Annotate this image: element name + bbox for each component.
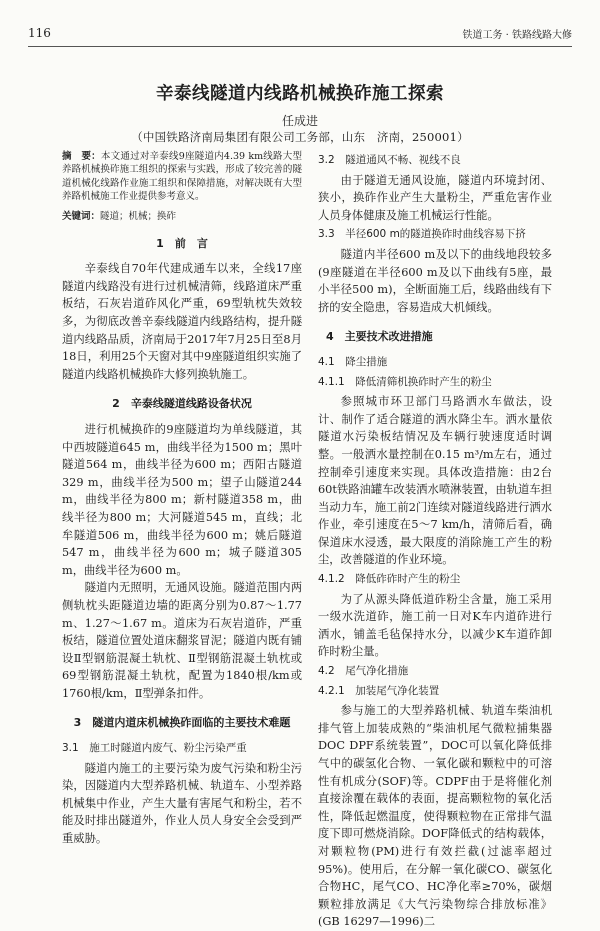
article-title: 辛泰线隧道内线路机械换砟施工探索 (156, 84, 444, 104)
subsection-heading: 4.2 尾气净化措施 (318, 665, 409, 678)
subsection-heading: 4.1.1 降低清筛机换砟时产生的粉尘 (318, 375, 492, 388)
abstract (62, 150, 302, 204)
paragraph: 辛泰线自70年代建成通车以来，全线17座隧道内线路没有进行过机械清筛，线路道床严重板结，石灰岩道砟风化严重，69型轨枕失效较多，为彻底改善辛泰线隧道内线路结构，提升隧道内线路品质，济南局于2017年7月25日至8月18日，利用25个天窗对其中9座隧道组织实施了隧道内线路机械换砟大修列换轨施工。 (62, 262, 302, 381)
section-heading-4: 4 主要技术改进措施 (326, 330, 433, 344)
abstract-label: 摘 要： (62, 151, 101, 162)
section-heading-1: 1 前 言 (156, 236, 208, 250)
keywords-text: 隧道；机械；换砟 (100, 210, 177, 222)
paragraph: 参照城市环卫部门马路洒水车做法，设计、制作了适合隧道的洒水降尘车。洒水量依隧道水污染板结情况及车辆行驶速度适时调整。一般洒水量控制在0.15 m³/m左右，通过控制牵引速度来实现。具体改造措施：由2台60t铁路油罐车改装洒水喷淋装置，由轨道车担当动力车，施工前2门连续对隧道线路进行洒水作业，牵引速度在5～7 km/h，清筛后看，确保道床水浸透，最大限度的消除施工产生的粉尘，改善隧道的作业环境。 (318, 395, 552, 567)
right-column (318, 150, 552, 931)
affiliation: （中国铁路济南局集团有限公司工务部，山东 济南，250001） (131, 130, 469, 144)
keywords (62, 210, 302, 223)
subsection-heading: 4.2.1 加装尾气净化装置 (318, 684, 440, 697)
header-rule (28, 46, 572, 47)
section-heading-3: 3 隧道内道床机械换砟面临的主要技术难题 (73, 716, 291, 730)
paragraph: 参与施工的大型养路机械、轨道车柴油机排气管上加装成熟的“柴油机尾气微粒捕集器DOC DPF系统装置”，DOC可以氧化降低排气中的碳氢化合物、一氧化碳和颗粒中的可溶性有机成分(SOF)等。CDPF由于是将催化剂直接涂覆在载体的表面，提高颗粒物的氧化活性，降低起燃温度，使得颗粒物在正常排气温度下即可燃烧消除。DOF降低式的结构载体，对颗粒物(PM)进行有效拦截(过滤率超过95%)。使用后，在分解一氧化碳CO、碳氢化合物HC，尾气CO、HC净化率≥70%，碳烟颗粒排放满足《大气污染物综合排放标准》(GB 16297—1996)二 (318, 704, 552, 929)
paragraph: 隧道内无照明，无通风设施。隧道范围内两侧轨枕头距隧道边墙的距离分别为0.87～1.77 m、1.27～1.67 m。道床为石灰岩道砟，严重板结，隧道位置处道床翻浆冒泥；隧道内既有铺设Ⅱ型钢筋混凝土轨枕、Ⅱ型钢筋混凝土轨枕或69型钢筋混凝土轨枕，配置为1840根/km或1760根/km，Ⅱ型弹条扣件。 (62, 581, 302, 700)
paragraph: 隧道内半径600 m及以下的曲线地段较多(9座隧道在半径600 m及以下曲线有5座，最小半径500 m)，全断面施工后，线路曲线有下挤的安全隐患，容易造成大机倾线。 (318, 247, 552, 314)
subsection-heading: 3.2 隧道通风不畅、视线不良 (318, 154, 461, 166)
keywords-label: 关键词： (62, 210, 101, 222)
paragraph: 由于隧道无通风设施，隧道内环境封闭、狭小，换砟作业产生大量粉尘，严重危害作业人员身体健康及施工机械运行性能。 (318, 173, 552, 222)
journal-name: 铁道工务 · 铁路线路大修 (462, 30, 572, 41)
page-number: 116 (28, 26, 51, 40)
subsection-heading: 3.3 半径600 m的隧道换砟时曲线容易下挤 (318, 228, 526, 241)
section-heading-2: 2 辛泰线隧道线路设备状况 (112, 397, 252, 411)
left-column (62, 150, 302, 848)
paragraph: 隧道内施工的主要污染为废气污染和粉尘污染，因隧道内大型养路机械、轨道车、小型养路机械集中作业，产生大量有害尾气和粉尘，若不能及时排出隧道外，作业人员人身安全会受到严重威胁。 (62, 761, 302, 846)
running-header (28, 26, 572, 44)
abstract-text: 本文通过对辛泰线9座隧道内4.39 km线路大型养路机械换砟施工组织的探索与实践，形成了较完善的隧道机械化线路作业施工组织和保障措施，对解决既有大型养路机械施工作业提供参考意义。 (62, 151, 302, 203)
author: 任成进 (281, 114, 318, 128)
subsection-heading: 4.1 降尘措施 (318, 355, 388, 368)
subsection-heading: 3.1 施工时隧道内废气、粉尘污染严重 (62, 742, 247, 755)
paragraph: 为了从源头降低道砟粉尘含量，施工采用一级水洗道砟，施工前一日对K车内道砟进行洒水，铺盖毛毡保持水分，以减少K车道砟卸砟时粉尘量。 (318, 592, 552, 659)
paragraph: 进行机械换砟的9座隧道均为单线隧道，其中西坡隧道645 m，曲线半径为1500 m；黑叶隧道564 m，曲线半径为600 m；西阳古隧道329 m，曲线半径为500 m；望子山隧道244 m，曲线半径为800 m；新村隧道358 m，曲线半径为800 m；大河隧道545 m，直线；北牟隧道506 m，曲线半径为600 m；姚后隧道547 m，曲线半径为600 m；城子隧道305 m，曲线半径为600 m。 (62, 422, 302, 577)
subsection-heading: 4.1.2 降低砟砟时产生的粉尘 (318, 573, 461, 586)
